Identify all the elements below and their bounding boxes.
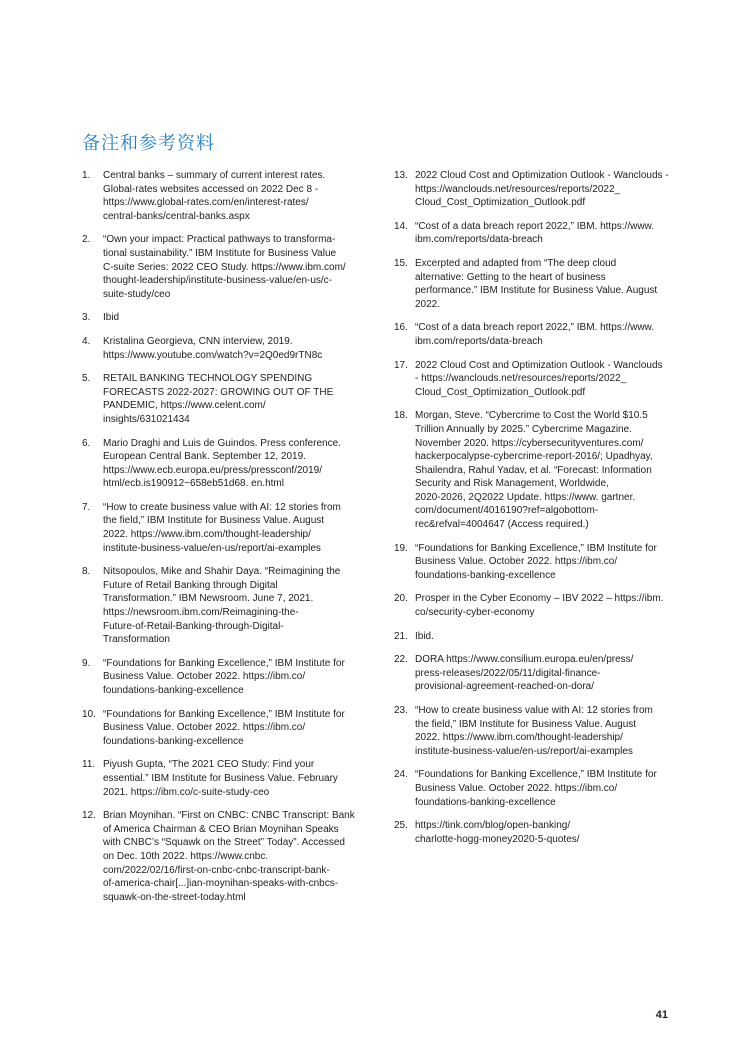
reference-number: 10.: [82, 708, 96, 720]
reference-line: “Foundations for Banking Excellence,” IBM Institute for: [103, 657, 345, 669]
reference-item: [394, 359, 676, 400]
reference-text: [103, 708, 362, 749]
reference-line: press-releases/2022/05/11/digital-finance-: [415, 667, 601, 679]
reference-text: [103, 501, 362, 555]
reference-line: November 2020. https://cybersecurityventures.com/: [415, 437, 644, 449]
reference-text: [415, 257, 676, 311]
reference-line: 2022.: [415, 298, 441, 310]
reference-item: [394, 704, 676, 758]
reference-line: https://www.global-rates.com/en/interest-rates/: [103, 197, 309, 209]
reference-line: Cloud_Cost_Optimization_Outlook.pdf: [415, 386, 586, 398]
reference-line: 2022. https://www.ibm.com/thought-leadership/: [415, 732, 623, 744]
reference-line: central-banks/central-banks.aspx: [103, 210, 250, 222]
reference-text: [103, 437, 362, 491]
reference-number: 21.: [394, 630, 408, 642]
reference-number: 14.: [394, 220, 408, 232]
reference-line: Business Value. October 2022. https://ibm.co/: [415, 782, 618, 794]
reference-line: “Own your impact: Practical pathways to transforma-: [103, 234, 336, 246]
reference-line: “Foundations for Banking Excellence,” IBM Institute for: [415, 542, 657, 554]
reference-item: [82, 311, 362, 325]
reference-line: “Foundations for Banking Excellence,” IBM Institute for: [103, 708, 345, 720]
reference-text: [415, 704, 676, 758]
reference-number: 20.: [394, 593, 408, 605]
reference-item: [394, 819, 676, 846]
reference-item: [82, 372, 362, 426]
reference-line: Future of Retail Banking through Digital: [103, 579, 278, 591]
reference-line: tional sustainability.” IBM Institute for Business Value: [103, 247, 337, 259]
reference-item: [82, 565, 362, 647]
reference-line: “Foundations for Banking Excellence,” IBM Institute for: [415, 769, 657, 781]
reference-text: [103, 233, 362, 301]
reference-line: co/security-cyber-economy: [415, 607, 535, 619]
reference-number: 23.: [394, 705, 408, 716]
reference-item: [82, 501, 362, 555]
reference-line: Transformation.” IBM Newsroom. June 7, 2021.: [103, 593, 314, 605]
reference-line: “Cost of a data breach report 2022,” IBM. https://www.: [415, 322, 654, 334]
reference-line: https://wanclouds.net/resources/reports/2022_: [415, 183, 621, 195]
reference-number: 2.: [82, 234, 91, 246]
reference-line: Ibid.: [415, 630, 434, 642]
reference-line: https://newsroom.ibm.com/Reimagining-the-: [103, 607, 299, 619]
reference-line: C-suite Series: 2022 CEO Study. https://www.ibm.com/: [103, 261, 346, 273]
reference-line: foundations-banking-excellence: [103, 685, 244, 696]
reference-text: [103, 758, 362, 799]
reference-line: Morgan, Steve. “Cybercrime to Cost the World $10.5: [415, 410, 648, 422]
reference-number: 17.: [394, 359, 408, 371]
reference-line: squawk-on-the-street-today.html: [103, 891, 246, 903]
reference-number: 24.: [394, 769, 408, 781]
reference-line: Future-of-Retail-Banking-through-Digital-: [103, 620, 284, 632]
reference-line: Business Value. October 2022. https://ibm.co/: [103, 671, 306, 683]
reference-item: [394, 220, 676, 247]
reference-number: 8.: [82, 566, 91, 578]
reference-line: 2022 Cloud Cost and Optimization Outlook - Wanclouds: [415, 359, 663, 371]
reference-line: the field,” IBM Institute for Business Value. August: [415, 718, 637, 730]
reference-line: RETAIL BANKING TECHNOLOGY SPENDING: [103, 373, 313, 385]
reference-text: [103, 372, 362, 426]
reference-line: of America Chairman & CEO Brian Moynihan Speaks: [103, 823, 339, 835]
reference-number: 13.: [394, 170, 408, 181]
reference-line: Excerpted and adapted from “The deep cloud: [415, 257, 617, 269]
reference-item: [82, 233, 362, 301]
reference-item: [394, 321, 676, 348]
references-right-column: [394, 169, 676, 846]
reference-number: 22.: [394, 654, 408, 666]
reference-item: [82, 169, 362, 223]
reference-line: ibm.com/reports/data-breach: [415, 234, 543, 246]
reference-item: [394, 653, 676, 694]
reference-item: [82, 708, 362, 749]
reference-line: foundations-banking-excellence: [103, 735, 244, 747]
reference-text: [103, 311, 362, 325]
reference-item: [82, 437, 362, 491]
reference-line: https://www.youtube.com/watch?v=2Q0ed9rTN8c: [103, 349, 323, 361]
reference-line: FORECASTS 2022-2027: GROWING OUT OF THE: [103, 386, 334, 398]
reference-line: 2022. https://www.ibm.com/thought-leadership/: [103, 529, 311, 541]
reference-line: Kristalina Georgieva, CNN interview, 2019.: [103, 335, 293, 347]
reference-line: Shailendra, Rahul Yadav, et al. “Forecast: Information: [415, 464, 652, 476]
reference-line: essential.” IBM Institute for Business Value. February: [103, 772, 338, 784]
reference-line: the field,” IBM Institute for Business Value. August: [103, 515, 325, 527]
reference-line: ibm.com/reports/data-breach: [415, 335, 543, 347]
reference-text: [415, 321, 676, 348]
reference-line: “Cost of a data breach report 2022,” IBM. https://www.: [415, 220, 654, 232]
reference-line: institute-business-value/en-us/report/ai-examples: [103, 542, 321, 554]
reference-line: “How to create business value with AI: 12 stories from: [103, 501, 341, 513]
reference-line: performance.” IBM Institute for Business Value. August: [415, 285, 658, 297]
reference-line: Mario Draghi and Luis de Guindos. Press conference.: [103, 437, 341, 449]
page-number: 41: [655, 1009, 668, 1021]
reference-item: [394, 592, 676, 619]
reference-line: Brian Moynihan. “First on CNBC: CNBC Transcript: Bank: [103, 810, 355, 822]
reference-item: [394, 257, 676, 311]
reference-line: rec&refval=4004647 (Access required.): [415, 519, 589, 531]
reference-text: [415, 169, 676, 210]
reference-text: [415, 409, 676, 531]
reference-line: html/ecb.is190912~658eb51d68. en.html: [103, 478, 284, 490]
reference-text: [415, 653, 676, 694]
reference-text: [415, 359, 676, 400]
reference-item: [394, 630, 676, 644]
reference-text: [103, 657, 362, 698]
reference-text: [103, 169, 362, 223]
reference-line: suite-study/ceo: [103, 288, 171, 300]
reference-item: [82, 758, 362, 799]
reference-number: 15.: [394, 257, 408, 269]
references-left-column: [82, 169, 362, 904]
reference-line: 2021. https://ibm.co/c-suite-study-ceo: [103, 786, 270, 798]
reference-line: 2022 Cloud Cost and Optimization Outlook - Wanclouds -: [415, 170, 669, 181]
reference-number: 6.: [82, 437, 91, 449]
reference-text: [103, 809, 362, 904]
reference-number: 25.: [394, 820, 408, 832]
reference-item: [82, 809, 362, 904]
reference-line: Global-rates websites accessed on 2022 Dec 8 -: [103, 183, 319, 195]
reference-line: - https://wanclouds.net/resources/reports/2022_: [415, 373, 627, 385]
reference-line: com/2022/02/16/first-on-cnbc-cnbc-transcript-bank-: [103, 864, 330, 876]
reference-item: [82, 335, 362, 362]
reference-text: [415, 220, 676, 247]
reference-number: 9.: [82, 657, 91, 669]
reference-line: Business Value. October 2022. https://ibm.co/: [103, 722, 306, 734]
reference-text: [415, 768, 676, 809]
reference-line: Trillion Annually by 2025.” Cybercrime Magazine.: [415, 423, 632, 435]
reference-text: [415, 630, 676, 644]
reference-line: Prosper in the Cyber Economy – IBV 2022 – https://ibm.: [415, 593, 664, 605]
reference-line: foundations-banking-excellence: [415, 569, 556, 581]
reference-line: Cloud_Cost_Optimization_Outlook.pdf: [415, 197, 586, 209]
reference-line: https://www.ecb.europa.eu/press/pressconf/2019/: [103, 464, 323, 476]
reference-line: with CNBC’s “Squawk on the Street” Today”. Accessed: [103, 837, 345, 849]
reference-item: [394, 768, 676, 809]
reference-line: “How to create business value with AI: 12 stories from: [415, 705, 653, 716]
reference-line: insights/631021434: [103, 413, 190, 425]
reference-line: Nitsopoulos, Mike and Shahir Daya. “Reimagining the: [103, 566, 341, 578]
reference-number: 4.: [82, 335, 91, 347]
reference-line: 2020-2026, 2Q2022 Update. https://www. gartner.: [415, 491, 636, 503]
reference-line: Central banks – summary of current interest rates.: [103, 170, 326, 181]
reference-line: of-america-chair[...]ian-moynihan-speaks-with-cnbcs-: [103, 878, 339, 890]
reference-item: [394, 169, 676, 210]
reference-line: Security and Risk Management, Worldwide,: [415, 478, 609, 490]
reference-line: hackerpocalypse-cybercrime-report-2016/; Upadhyay,: [415, 451, 653, 463]
reference-number: 11.: [82, 759, 96, 771]
reference-line: on Dec. 10th 2022. https://www.cnbc.: [103, 850, 269, 862]
reference-number: 3.: [82, 312, 91, 324]
reference-line: PANDEMIC, https://www.celent.com/: [103, 400, 266, 412]
reference-line: https://tink.com/blog/open-banking/: [415, 820, 571, 832]
reference-number: 16.: [394, 322, 408, 334]
reference-item: [394, 542, 676, 583]
reference-line: Piyush Gupta, “The 2021 CEO Study: Find your: [103, 759, 315, 771]
reference-line: foundations-banking-excellence: [415, 796, 556, 808]
reference-item: [394, 409, 676, 531]
reference-text: [415, 542, 676, 583]
reference-line: provisional-agreement-reached-on-dora/: [415, 681, 594, 693]
reference-text: [103, 565, 362, 647]
reference-line: Ibid: [103, 312, 120, 324]
reference-text: [415, 592, 676, 619]
reference-number: 12.: [82, 810, 96, 822]
reference-line: Transformation: [103, 634, 170, 646]
page-title: 备注和参考资料: [82, 133, 215, 154]
reference-number: 7.: [82, 501, 91, 513]
reference-line: alternative: Getting to the heart of business: [415, 271, 606, 283]
reference-number: 1.: [82, 170, 91, 181]
reference-number: 5.: [82, 373, 91, 385]
reference-line: thought-leadership/institute-business-value/en-us/c-: [103, 275, 333, 287]
reference-number: 18.: [394, 410, 408, 422]
reference-text: [415, 819, 676, 846]
reference-line: charlotte-hogg-money2020-5-quotes/: [415, 833, 580, 845]
reference-line: institute-business-value/en-us/report/ai-examples: [415, 745, 633, 757]
reference-line: Business Value. October 2022. https://ibm.co/: [415, 556, 618, 568]
reference-number: 19.: [394, 542, 408, 554]
reference-item: [82, 657, 362, 698]
reference-line: DORA https://www.consilium.europa.eu/en/press/: [415, 654, 634, 666]
reference-text: [103, 335, 362, 362]
reference-line: European Central Bank. September 12, 2019.: [103, 451, 306, 463]
reference-line: com/document/4016190?ref=algobottom-: [415, 505, 599, 517]
